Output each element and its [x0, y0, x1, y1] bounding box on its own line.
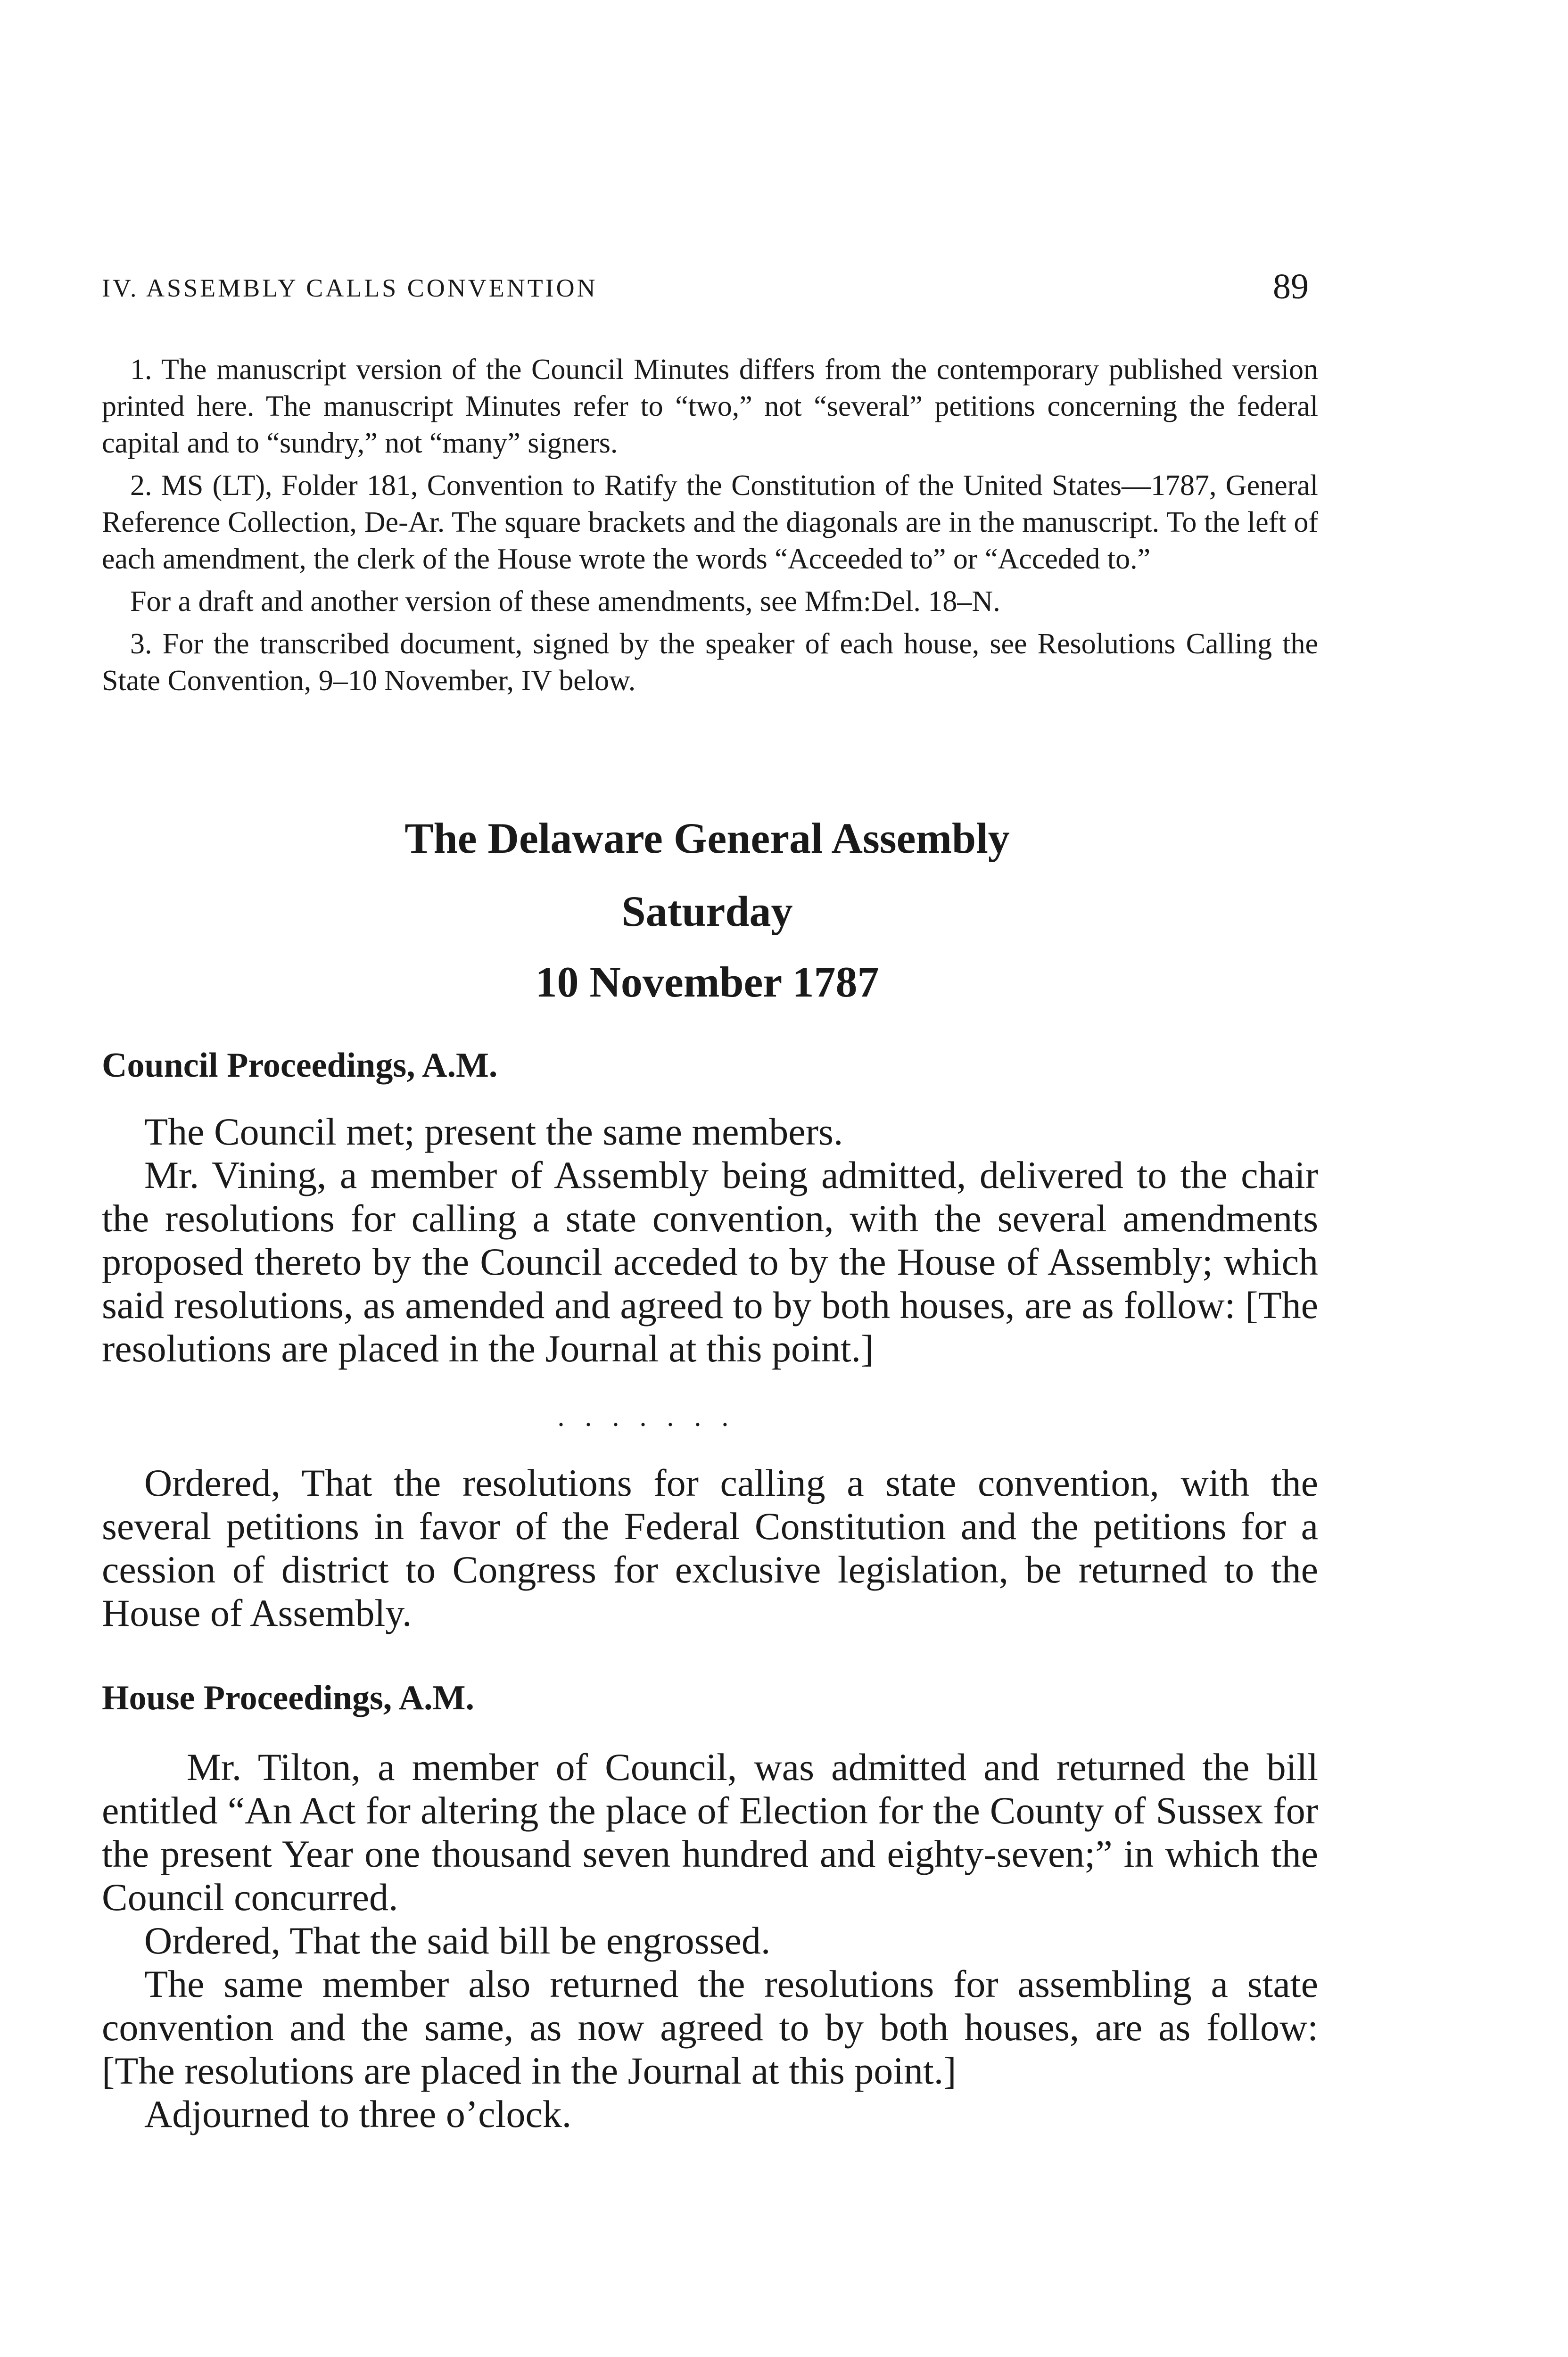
council-proceedings — [102, 1110, 1318, 1370]
council-paragraph: The Council met; present the same members. — [144, 1110, 843, 1153]
house-paragraph: Mr. Tilton, a member of Council, was admitted and returned the bill entitled “An Act for altering the place of Election for the County of Sussex for the present Year one thousand seven hundred and eighty-seven;” in which the Council concurred. — [102, 1746, 1318, 1919]
house-paragraph: The same member also returned the resolutions for assembling a state convention and the same, as now agreed to by both houses, are as follow: [The resolutions are placed in the Journal at this point.] — [102, 1962, 1318, 2092]
footnote-2: 2. MS (LT), Folder 181, Convention to Ratify the Constitution of the United States—1787, General Reference Collection, De-Ar. The square brackets and the diagonals are in the manuscript. To the left of each amendment, the clerk of the House wrote the words “Acceeded to” or “Acceded to.” — [102, 470, 1318, 575]
footnote-3: 3. For the transcribed document, signed by the speaker of each house, see Resolutions Calling the State Convention, 9–10 November, IV below. — [102, 628, 1318, 697]
house-paragraph: Ordered, That the said bill be engrossed. — [144, 1919, 771, 1962]
page-number: 89 — [1273, 267, 1309, 306]
title-date: 10 November 1787 — [535, 958, 879, 1006]
running-head: IV. ASSEMBLY CALLS CONVENTION — [102, 274, 598, 302]
council-order — [102, 1461, 1318, 1635]
council-heading: Council Proceedings, A.M. — [102, 1046, 498, 1085]
house-paragraph: Adjourned to three o’clock. — [144, 2093, 572, 2135]
footnote-1: 1. The manuscript version of the Council Minutes differs from the contemporary published version printed here. The manuscript Minutes refer to “two,” not “several” petitions concerning the federal capital and to “sundry,” not “many” signers. — [102, 354, 1318, 459]
footnotes — [102, 351, 1318, 699]
footnote-2-addendum: For a draft and another version of these amendments, see Mfm:Del. 18–N. — [130, 585, 1000, 618]
house-heading: House Proceedings, A.M. — [102, 1679, 474, 1717]
ellipsis: ······· — [556, 1409, 748, 1440]
house-proceedings — [102, 1746, 1318, 2136]
council-paragraph: Mr. Vining, a member of Assembly being admitted, delivered to the chair the resolutions for calling a state convention, with the several amendments proposed thereto by the Council acceded to by the House of Assembly; which said resolutions, as amended and agreed to by both houses, are as follow: [The resolutions are placed in the Journal at this point.] — [102, 1154, 1318, 1370]
title-day: Saturday — [621, 887, 793, 935]
council-paragraph: Ordered, That the resolutions for calling a state convention, with the several petitions in favor of the Federal Constitution and the petitions for a cession of district to Congress for exclusive legislation, be returned to the House of Assembly. — [102, 1461, 1318, 1634]
title-assembly: The Delaware General Assembly — [404, 814, 1010, 862]
